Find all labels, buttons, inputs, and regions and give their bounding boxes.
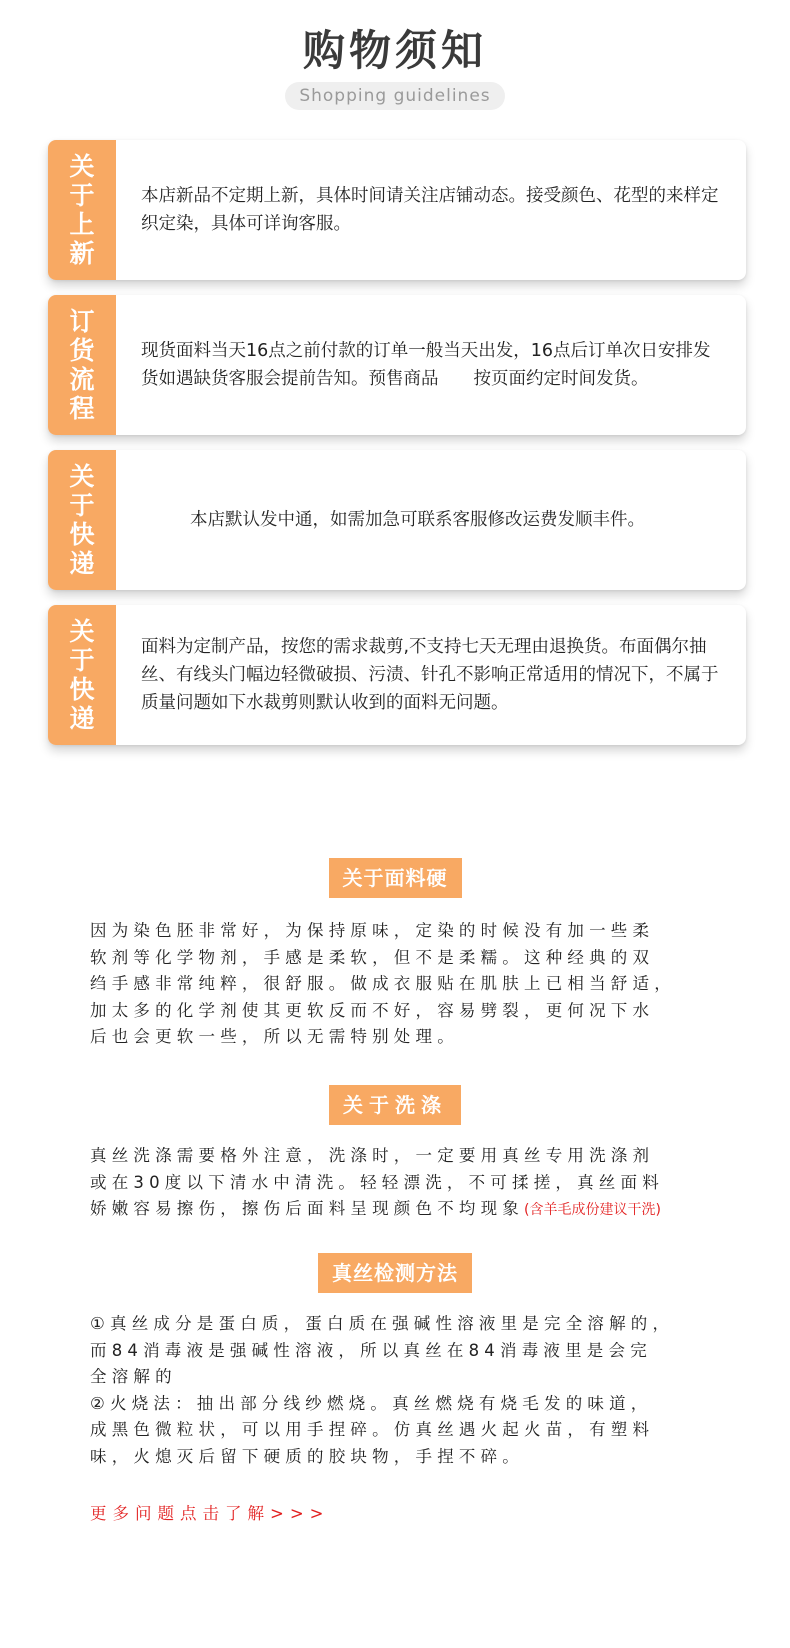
paragraph-line: 后也会更软一些，所以无需特别处理。 — [90, 1027, 459, 1046]
tag-char: 快 — [69, 520, 95, 549]
paragraph-line: 真丝洗涤需要格外注意，洗涤时，一定要用真丝专用洗涤剂 — [90, 1146, 655, 1165]
card-text — [141, 140, 724, 280]
paragraph-line: 因为染色胚非常好，为保持原味，定染的时候没有加一些柔 — [90, 921, 655, 940]
tag-char: 关 — [69, 152, 95, 181]
tag-char: 关 — [69, 462, 95, 491]
paragraph-line-text: 娇嫩容易擦伤，擦伤后面料呈现颜色不均现象 — [90, 1199, 524, 1218]
info-card-returns — [48, 605, 746, 745]
tag-char: 流 — [69, 365, 95, 394]
tag-char: 于 — [69, 491, 95, 520]
paragraph-line: ①真丝成分是蛋白质，蛋白质在强碱性溶液里是完全溶解的， — [90, 1314, 675, 1333]
paragraph-line: 成黑色微粒状，可以用手捏碎。仿真丝遇火起火苗，有塑料 — [90, 1420, 655, 1439]
tag-char: 于 — [69, 181, 95, 210]
paragraph-line: 味，火熄灭后留下硬质的胶块物，手捏不碎。 — [90, 1446, 524, 1466]
card-text — [141, 295, 724, 435]
section-title-label: 关于洗涤 — [329, 1085, 461, 1125]
page-header — [0, 24, 790, 110]
paragraph-line: 加太多的化学剂使其更软反而不好，容易劈裂，更何况下水 — [90, 1000, 655, 1020]
section-paragraph-fabric-stiffness — [90, 918, 710, 1051]
paragraph-line: 全溶解的 — [90, 1367, 177, 1386]
card-tag — [48, 450, 116, 590]
tag-char: 程 — [69, 394, 95, 423]
tag-char: 货 — [69, 336, 95, 365]
paragraph-line: 软剂等化学物剂，手感是柔软，但不是柔糯。这种经典的双 — [90, 947, 655, 967]
info-card-new-arrivals — [48, 140, 746, 280]
tag-char: 递 — [69, 704, 95, 733]
paragraph-line: 而84消毒液是强碱性溶液，所以真丝在84消毒液里是会完 — [90, 1340, 652, 1360]
dry-clean-note: (含羊毛成份建议干洗) — [524, 1202, 661, 1218]
tag-char: 新 — [69, 239, 95, 268]
info-card-order-process — [48, 295, 746, 435]
card-text-content: 现货面料当天16点之前付款的订单一般当天出发，16点后订单次日安排发货如遇缺货客服会提前告知。预售商品 按页面约定时间发货。 — [141, 341, 711, 389]
page-subtitle: Shopping guidelines — [285, 82, 504, 110]
section-title-fabric-stiffness — [0, 858, 790, 898]
card-tag — [48, 295, 116, 435]
section-title-washing — [0, 1085, 790, 1125]
card-tag — [48, 605, 116, 745]
card-text-content: 面料为定制产品，按您的需求裁剪,不支持七天无理由退换货。布面偶尔抽丝、有线头门幅边轻微破损、污渍、针孔不影响正常适用的情况下，不属于质量问题如下水裁剪则默认收到的面料无问题。 — [141, 637, 719, 713]
paragraph-line — [90, 1196, 710, 1224]
section-paragraph-washing — [90, 1143, 710, 1224]
card-text — [141, 450, 724, 590]
tag-char: 上 — [69, 210, 95, 239]
info-card-shipping — [48, 450, 746, 590]
section-title-label: 真丝检测方法 — [318, 1253, 472, 1293]
card-text-content: 本店默认发中通，如需加急可联系客服修改运费发顺丰件。 — [190, 510, 645, 530]
tag-char: 订 — [69, 307, 95, 336]
section-title-label: 关于面料硬 — [329, 858, 462, 898]
page-title: 购物须知 — [302, 26, 487, 75]
paragraph-line: ②火烧法：抽出部分线纱燃烧。真丝燃烧有烧毛发的味道， — [90, 1393, 653, 1413]
card-text-content: 本店新品不定期上新，具体时间请关注店铺动态。接受颜色、花型的来样定织定染，具体可详询客服。 — [141, 186, 719, 234]
tag-char: 于 — [69, 646, 95, 675]
tag-char: 快 — [69, 675, 95, 704]
card-text — [141, 605, 724, 745]
paragraph-line: 绉手感非常纯粹，很舒服。做成衣服贴在肌肤上已相当舒适， — [90, 974, 676, 993]
card-tag — [48, 140, 116, 280]
tag-char: 关 — [69, 617, 95, 646]
more-questions-link[interactable]: 更多问题点击了解>>> — [90, 1504, 330, 1523]
tag-char: 递 — [69, 549, 95, 578]
paragraph-line: 或在30度以下清水中清洗。轻轻漂洗，不可揉搓，真丝面料 — [90, 1172, 664, 1192]
section-paragraph-silk-test — [90, 1311, 710, 1470]
section-title-silk-test — [0, 1253, 790, 1293]
